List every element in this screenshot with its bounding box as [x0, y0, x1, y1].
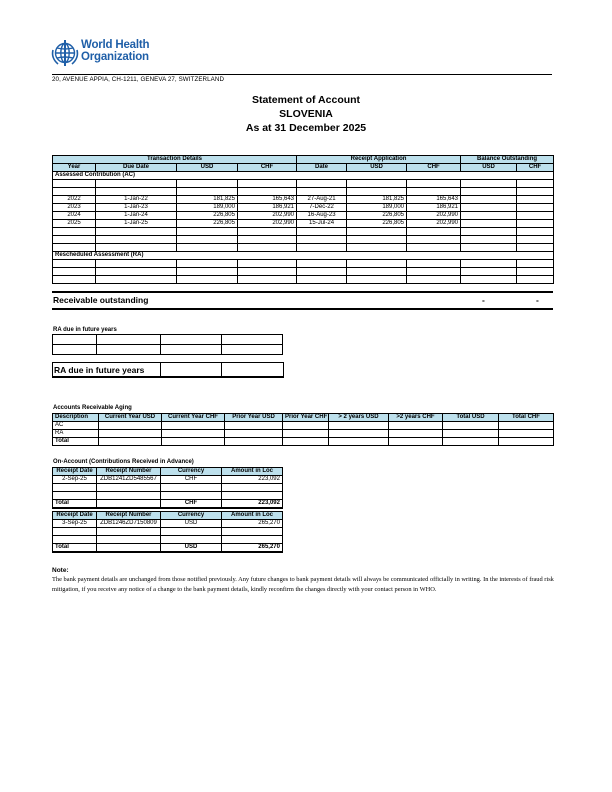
cell-year: 2024: [53, 212, 96, 220]
aging-table: [52, 413, 554, 446]
blank-row: [53, 244, 554, 252]
col-receipt-number: Receipt Number: [97, 512, 161, 520]
org-name: World Health Organization: [81, 39, 150, 63]
ra-future-label: RA due in future years: [53, 327, 117, 333]
statement-date: As at 31 December 2025: [245, 122, 367, 134]
total-row: [53, 500, 283, 509]
divider: [160, 363, 161, 376]
ra-section-label: Rescheduled Assessment (RA): [53, 252, 554, 260]
col-prior-year-usd: Prior Year USD: [225, 414, 283, 422]
blank-row: [53, 335, 283, 345]
col-over-2-years-chf: >2 years CHF: [389, 414, 443, 422]
table-row: [53, 212, 554, 220]
cell-year: 2023: [53, 204, 96, 212]
column-header-row: [53, 164, 554, 172]
cell-chf: 202,990: [238, 212, 297, 220]
receivable-chf: -: [536, 295, 539, 305]
group-header-row: [53, 156, 554, 164]
on-account-title: On-Account (Contributions Received in Advance): [53, 459, 194, 465]
total-amount: 223,092: [222, 500, 283, 509]
cell-chf: 202,990: [238, 220, 297, 228]
blank-row: [53, 345, 283, 355]
blank-row: [53, 260, 554, 268]
statement-title: Statement of Account: [251, 94, 361, 106]
col-usd: USD: [177, 164, 238, 172]
col-amount-in-loc: Amount in Loc: [222, 512, 283, 520]
table-row: [53, 422, 554, 430]
blank-row: [53, 268, 554, 276]
cell-receipt-date: 3-Sep-25: [53, 520, 97, 528]
col-receipt-date: Receipt Date: [53, 512, 97, 520]
cell-receipt-number: ZDB1246ZD7150809: [97, 520, 161, 528]
ra-future-total-row: [52, 362, 284, 378]
ra-future-total-label: RA due in future years: [54, 365, 145, 375]
cell-receipt-chf: 165,643: [407, 196, 461, 204]
country-name: SLOVENIA: [279, 108, 333, 120]
note-text: The bank payment details are unchanged from those notified previously. Any future changes to bank payment details will always be communicated officially in writing. In the interests of fraud risk mitigation, if you receive any notice of a change to the bank payment details, kindly reconfirm the changes directly with your contact person in WHO.: [52, 576, 554, 593]
col-receipt-chf: CHF: [407, 164, 461, 172]
table-row: [53, 220, 554, 228]
cell-balance-usd: [461, 220, 517, 228]
cell-balance-chf: [517, 196, 554, 204]
col-chf: CHF: [238, 164, 297, 172]
col-year: Year: [53, 164, 96, 172]
blank-row: [53, 492, 283, 500]
col-currency: Currency: [161, 468, 222, 476]
col-receipt-date: Receipt Date: [53, 468, 97, 476]
cell-receipt-usd: 181,825: [347, 196, 407, 204]
cell-receipt-usd: 189,000: [347, 204, 407, 212]
cell-receipt-chf: 186,921: [407, 204, 461, 212]
total-currency: USD: [161, 544, 222, 553]
cell-due-date: 1-Jan-25: [96, 220, 177, 228]
cell-receipt-date: 15-Jul-24: [297, 220, 347, 228]
cell-receipt-usd: 226,805: [347, 212, 407, 220]
ra-future-table: [52, 334, 283, 355]
table-row: [53, 476, 283, 484]
col-receipt-number: Receipt Number: [97, 468, 161, 476]
cell-balance-usd: [461, 196, 517, 204]
col-balance-usd: USD: [461, 164, 517, 172]
col-current-year-chf: Current Year CHF: [162, 414, 225, 422]
col-description: Description: [53, 414, 99, 422]
cell-balance-chf: [517, 204, 554, 212]
header-rule: [52, 74, 552, 75]
col-receipt-usd: USD: [347, 164, 407, 172]
cell-receipt-date: 2-Sep-25: [53, 476, 97, 484]
cell-receipt-chf: 202,990: [407, 212, 461, 220]
table-row: [53, 204, 554, 212]
section-row-ra: [53, 252, 554, 260]
total-label: Total: [53, 544, 97, 553]
blank-row: [53, 236, 554, 244]
receipt-application-header: Receipt Application: [297, 156, 461, 164]
balance-outstanding-header: Balance Outstanding: [461, 156, 554, 164]
on-account-table-chf: [52, 467, 283, 509]
cell-usd: 226,805: [177, 220, 238, 228]
on-account-header-row: [53, 468, 283, 476]
cell-usd: 226,805: [177, 212, 238, 220]
aging-header-row: [53, 414, 554, 422]
cell-year: 2025: [53, 220, 96, 228]
cell-currency: USD: [161, 520, 222, 528]
total-row: [53, 544, 283, 553]
cell-chf: 165,643: [238, 196, 297, 204]
blank-row: [53, 528, 283, 536]
col-currency: Currency: [161, 512, 222, 520]
ac-section-label: Assessed Contribution (AC): [53, 172, 554, 180]
blank-row: [53, 536, 283, 544]
cell-chf: 186,921: [238, 204, 297, 212]
blank-row: [53, 484, 283, 492]
aging-title: Accounts Receivable Aging: [53, 405, 132, 411]
note-title: Note:: [52, 567, 69, 574]
cell-receipt-number: ZDB1241ZD5485567: [97, 476, 161, 484]
cell-usd: 189,000: [177, 204, 238, 212]
col-balance-chf: CHF: [517, 164, 554, 172]
cell-balance-chf: [517, 212, 554, 220]
col-total-chf: Total CHF: [499, 414, 554, 422]
col-over-2-years-usd: > 2 years USD: [329, 414, 389, 422]
aging-row-label: AC: [53, 422, 99, 430]
cell-due-date: 1-Jan-22: [96, 196, 177, 204]
aging-row-label: Total: [53, 438, 99, 446]
cell-receipt-date: 16-Aug-23: [297, 212, 347, 220]
table-row: [53, 196, 554, 204]
blank-row: [53, 228, 554, 236]
cell-amount: 223,092: [222, 476, 283, 484]
col-amount-in-loc: Amount in Loc: [222, 468, 283, 476]
statement-table: [52, 155, 554, 284]
col-total-usd: Total USD: [443, 414, 499, 422]
cell-receipt-date: 27-Aug-21: [297, 196, 347, 204]
on-account-header-row: [53, 512, 283, 520]
aging-row-label: RA: [53, 430, 99, 438]
table-row: [53, 438, 554, 446]
divider: [221, 363, 222, 376]
cell-balance-usd: [461, 212, 517, 220]
blank-row: [53, 188, 554, 196]
cell-year: 2022: [53, 196, 96, 204]
org-address: 20, AVENUE APPIA, CH-1211, GENEVA 27, SWITZERLAND: [52, 76, 225, 83]
section-row-ac: [53, 172, 554, 180]
cell-balance-usd: [461, 204, 517, 212]
blank-row: [53, 276, 554, 284]
receivable-label: Receivable outstanding: [53, 295, 149, 305]
col-current-year-usd: Current Year USD: [99, 414, 162, 422]
total-amount: 265,270: [222, 544, 283, 553]
table-row: [53, 430, 554, 438]
cell-receipt-chf: 202,990: [407, 220, 461, 228]
cell-receipt-usd: 226,805: [347, 220, 407, 228]
col-prior-year-chf: Prior Year CHF: [283, 414, 329, 422]
cell-receipt-date: 7-Dec-22: [297, 204, 347, 212]
cell-usd: 181,825: [177, 196, 238, 204]
table-row: [53, 520, 283, 528]
receivable-outstanding-row: [52, 291, 553, 310]
cell-amount: 265,270: [222, 520, 283, 528]
blank-row: [53, 180, 554, 188]
cell-due-date: 1-Jan-23: [96, 204, 177, 212]
on-account-table-usd: [52, 511, 283, 553]
receivable-usd: -: [482, 295, 485, 305]
transaction-details-header: Transaction Details: [53, 156, 297, 164]
total-label: Total: [53, 500, 97, 509]
cell-currency: CHF: [161, 476, 222, 484]
cell-balance-chf: [517, 220, 554, 228]
total-currency: CHF: [161, 500, 222, 509]
cell-due-date: 1-Jan-24: [96, 212, 177, 220]
col-receipt-date: Date: [297, 164, 347, 172]
col-due-date: Due Date: [96, 164, 177, 172]
